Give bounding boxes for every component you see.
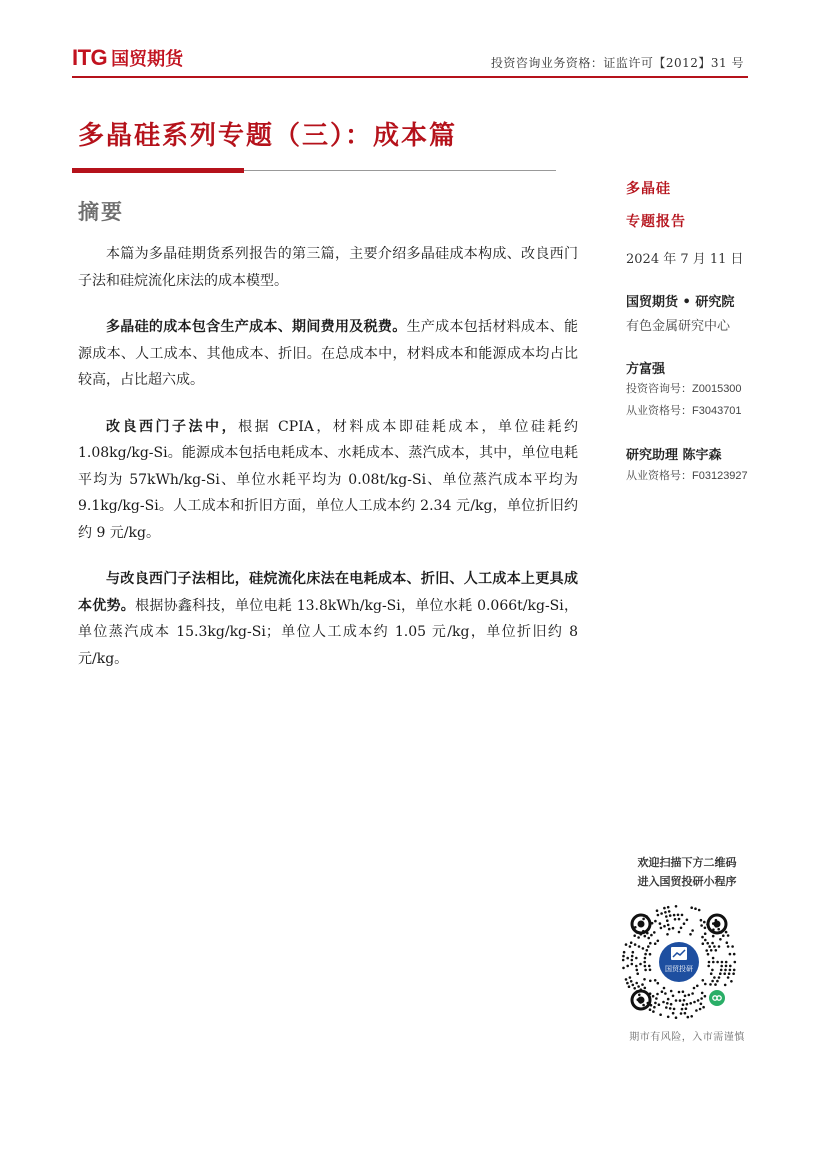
paragraph-3-lead: 改良西门子法中， (106, 418, 239, 435)
sidebar-tag-product: 多晶硅 (626, 181, 671, 197)
qr-center-label: 国贸投研 (665, 965, 693, 973)
logo-itg-text: ITG (72, 45, 108, 70)
assistant-license-id (626, 467, 748, 483)
qr-caption-line-2: 进入国贸投研小程序 (637, 875, 737, 888)
abstract-paragraph-1: 本篇为多晶硅期货系列报告的第三篇，主要介绍多晶硅成本构成、改良西门子法和硅烷流化床法的成本模型。 (78, 246, 578, 289)
logo-company-name: 国贸期货 (111, 49, 184, 70)
header-divider (72, 76, 748, 78)
abstract-body (78, 241, 578, 692)
paragraph-2-text: 生产成本包括材料成本、能源成本、人工成本、其他成本、折旧。在总成本中，材料成本和能源成本均占比较高，占比超六成。 (78, 319, 578, 388)
sidebar-tag-type: 专题报告 (626, 214, 686, 230)
assistant-name: 研究助理 陈宇森 (626, 448, 722, 463)
abstract-paragraph-4 (78, 566, 578, 672)
advisory-id-value: Z0015300 (692, 383, 742, 395)
qualification-text: 投资咨询业务资格：证监许可【2012】31 号 (490, 56, 744, 70)
paragraph-3-text: 根据 CPIA，材料成本即硅耗成本，单位硅耗约 1.08kg/kg-Si。能源成本包括电耗成本、水耗成本、蒸汽成本，其中，单位电耗平均为 57kWh/kg-Si、单位水耗平均为 0.08t/kg-Si、单位蒸汽成本平均为 9.1kg/kg-Si。人工成本和折旧方面，单位人工成本约 2.34 元/kg，单位折旧约约 9 元/kg。 (78, 418, 578, 541)
license-id-label: 从业资格号： (626, 404, 692, 417)
mini-program-qr-code[interactable] (619, 902, 739, 1022)
risk-warning: 期市有风险，入市需谨慎 (629, 1032, 745, 1043)
report-title: 多晶硅系列专题（三）：成本篇 (78, 121, 458, 151)
author-name: 方富强 (626, 362, 666, 377)
assistant-license-value: F03123927 (692, 470, 748, 482)
department-name: 有色金属研究中心 (626, 319, 731, 334)
qr-caption (612, 853, 762, 891)
company-logo (72, 45, 183, 71)
abstract-heading: 摘要 (78, 200, 124, 224)
paragraph-4-lead: 与改良西门子法相比，硅烷流化床法在电耗成本、折旧、人工成本上更具成本优势。 (78, 571, 578, 614)
paragraph-2-lead: 多晶硅的成本包含生产成本、期间费用及税费。 (106, 319, 407, 335)
assistant-license-label: 从业资格号： (626, 469, 692, 482)
advisory-id-label: 投资咨询号： (626, 382, 692, 395)
author-license-id (626, 402, 742, 418)
title-rule-accent (72, 168, 244, 173)
author-advisory-id (626, 380, 742, 396)
title-rule (244, 170, 556, 171)
paragraph-4-text: 根据协鑫科技，单位电耗 13.8kWh/kg-Si，单位水耗 0.066t/kg-Si，单位蒸汽成本 15.3kg/kg-Si；单位人工成本约 1.05 元/kg，单位折旧约 8 元/kg。 (78, 597, 579, 667)
report-date: 2024 年 7 月 11 日 (626, 252, 744, 267)
qr-caption-line-1: 欢迎扫描下方二维码 (637, 856, 737, 869)
institute-name: 国贸期货 • 研究院 (626, 295, 735, 310)
abstract-paragraph-3 (78, 414, 578, 547)
license-id-value: F3043701 (692, 405, 742, 417)
abstract-paragraph-2 (78, 314, 578, 394)
